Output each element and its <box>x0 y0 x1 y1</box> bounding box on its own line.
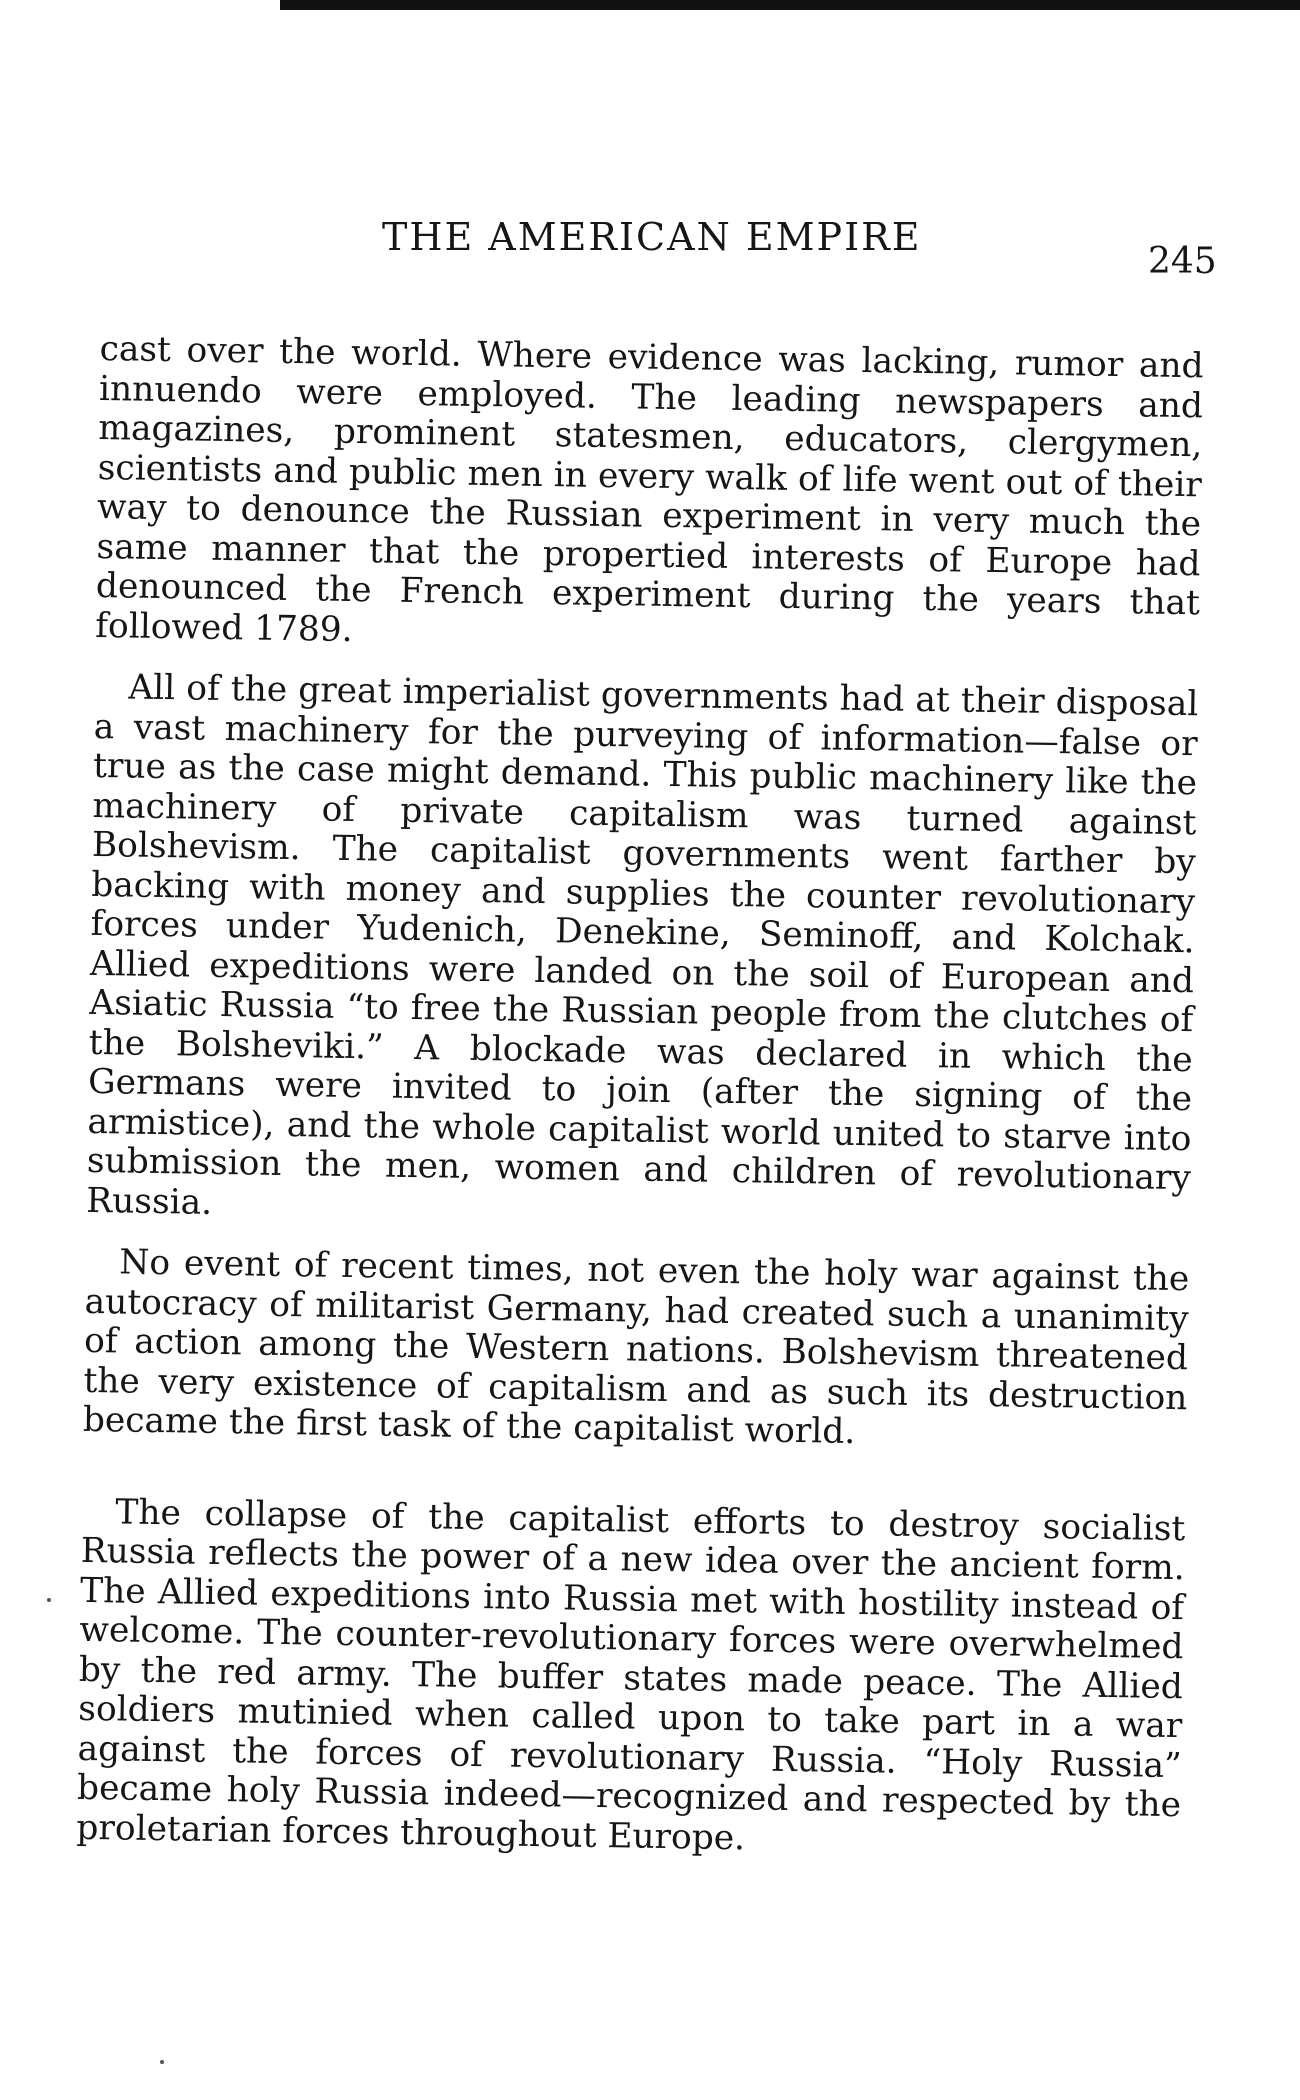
paragraph-3: No event of recent times, not even the holy war against the autocracy of militarist Germany, had created such a unanimity of action among the Western nations. Bolshevism threatened the very existence of capitalism and as such its destruction became the first task of the capitalist world. <box>82 1242 1190 1452</box>
paragraph-1: cast over the world. Where evidence was lacking, rumor and innuendo were employed. The leading newspapers and magazines, prominent statesmen, educators, clergymen, scientists and public men in every walk of life went out of their way to denounce the Russian experiment in very much the same manner that the propertied interests of Europe had denounced the French experiment during the years that followed 1789. <box>95 329 1204 650</box>
page-header <box>0 215 1300 282</box>
body-text <box>76 330 1204 1887</box>
page-number: 245 <box>1148 241 1217 282</box>
paragraph-4: The collapse of the capitalist efforts to destroy socialist Russia reflects the power of a new idea over the ancient form. The Allied expeditions into Russia met with hostility instead of welcome. The counter-revolutionary forces were overwhelmed by the red army. The buffer states made peace. The Allied soldiers mutinied when called upon to take part in a war against the forces of revolutionary Russia. “Holy Russia” became holy Russia indeed—recognized and respected by the proletarian forces throughout Europe. <box>76 1491 1186 1858</box>
running-head: THE AMERICAN EMPIRE <box>382 215 922 259</box>
paragraph-2: All of the great imperialist governments had at their disposal a vast machinery for the purveying of information—false or true as the case might demand. This public machinery like the machinery of private capitalism was turned against Bolshevism. The capitalist governments went farther by backing with money and supplies the counter revolutionary forces under Yudenich, Denekine, Seminoff, and Kolchak. Allied expeditions were landed on the soil of European and Asiatic Russia “to free the Russian people from the clutches of the Bolsheviki.” A blockade was declared in which the Germans were invited to join (after the signing of the armistice), and the whole capitalist world united to starve into submission the men, women and children of revolutionary Russia. <box>86 667 1199 1223</box>
print-speck <box>47 1598 51 1602</box>
top-page-rule <box>280 0 1300 10</box>
print-speck <box>160 2060 164 2064</box>
